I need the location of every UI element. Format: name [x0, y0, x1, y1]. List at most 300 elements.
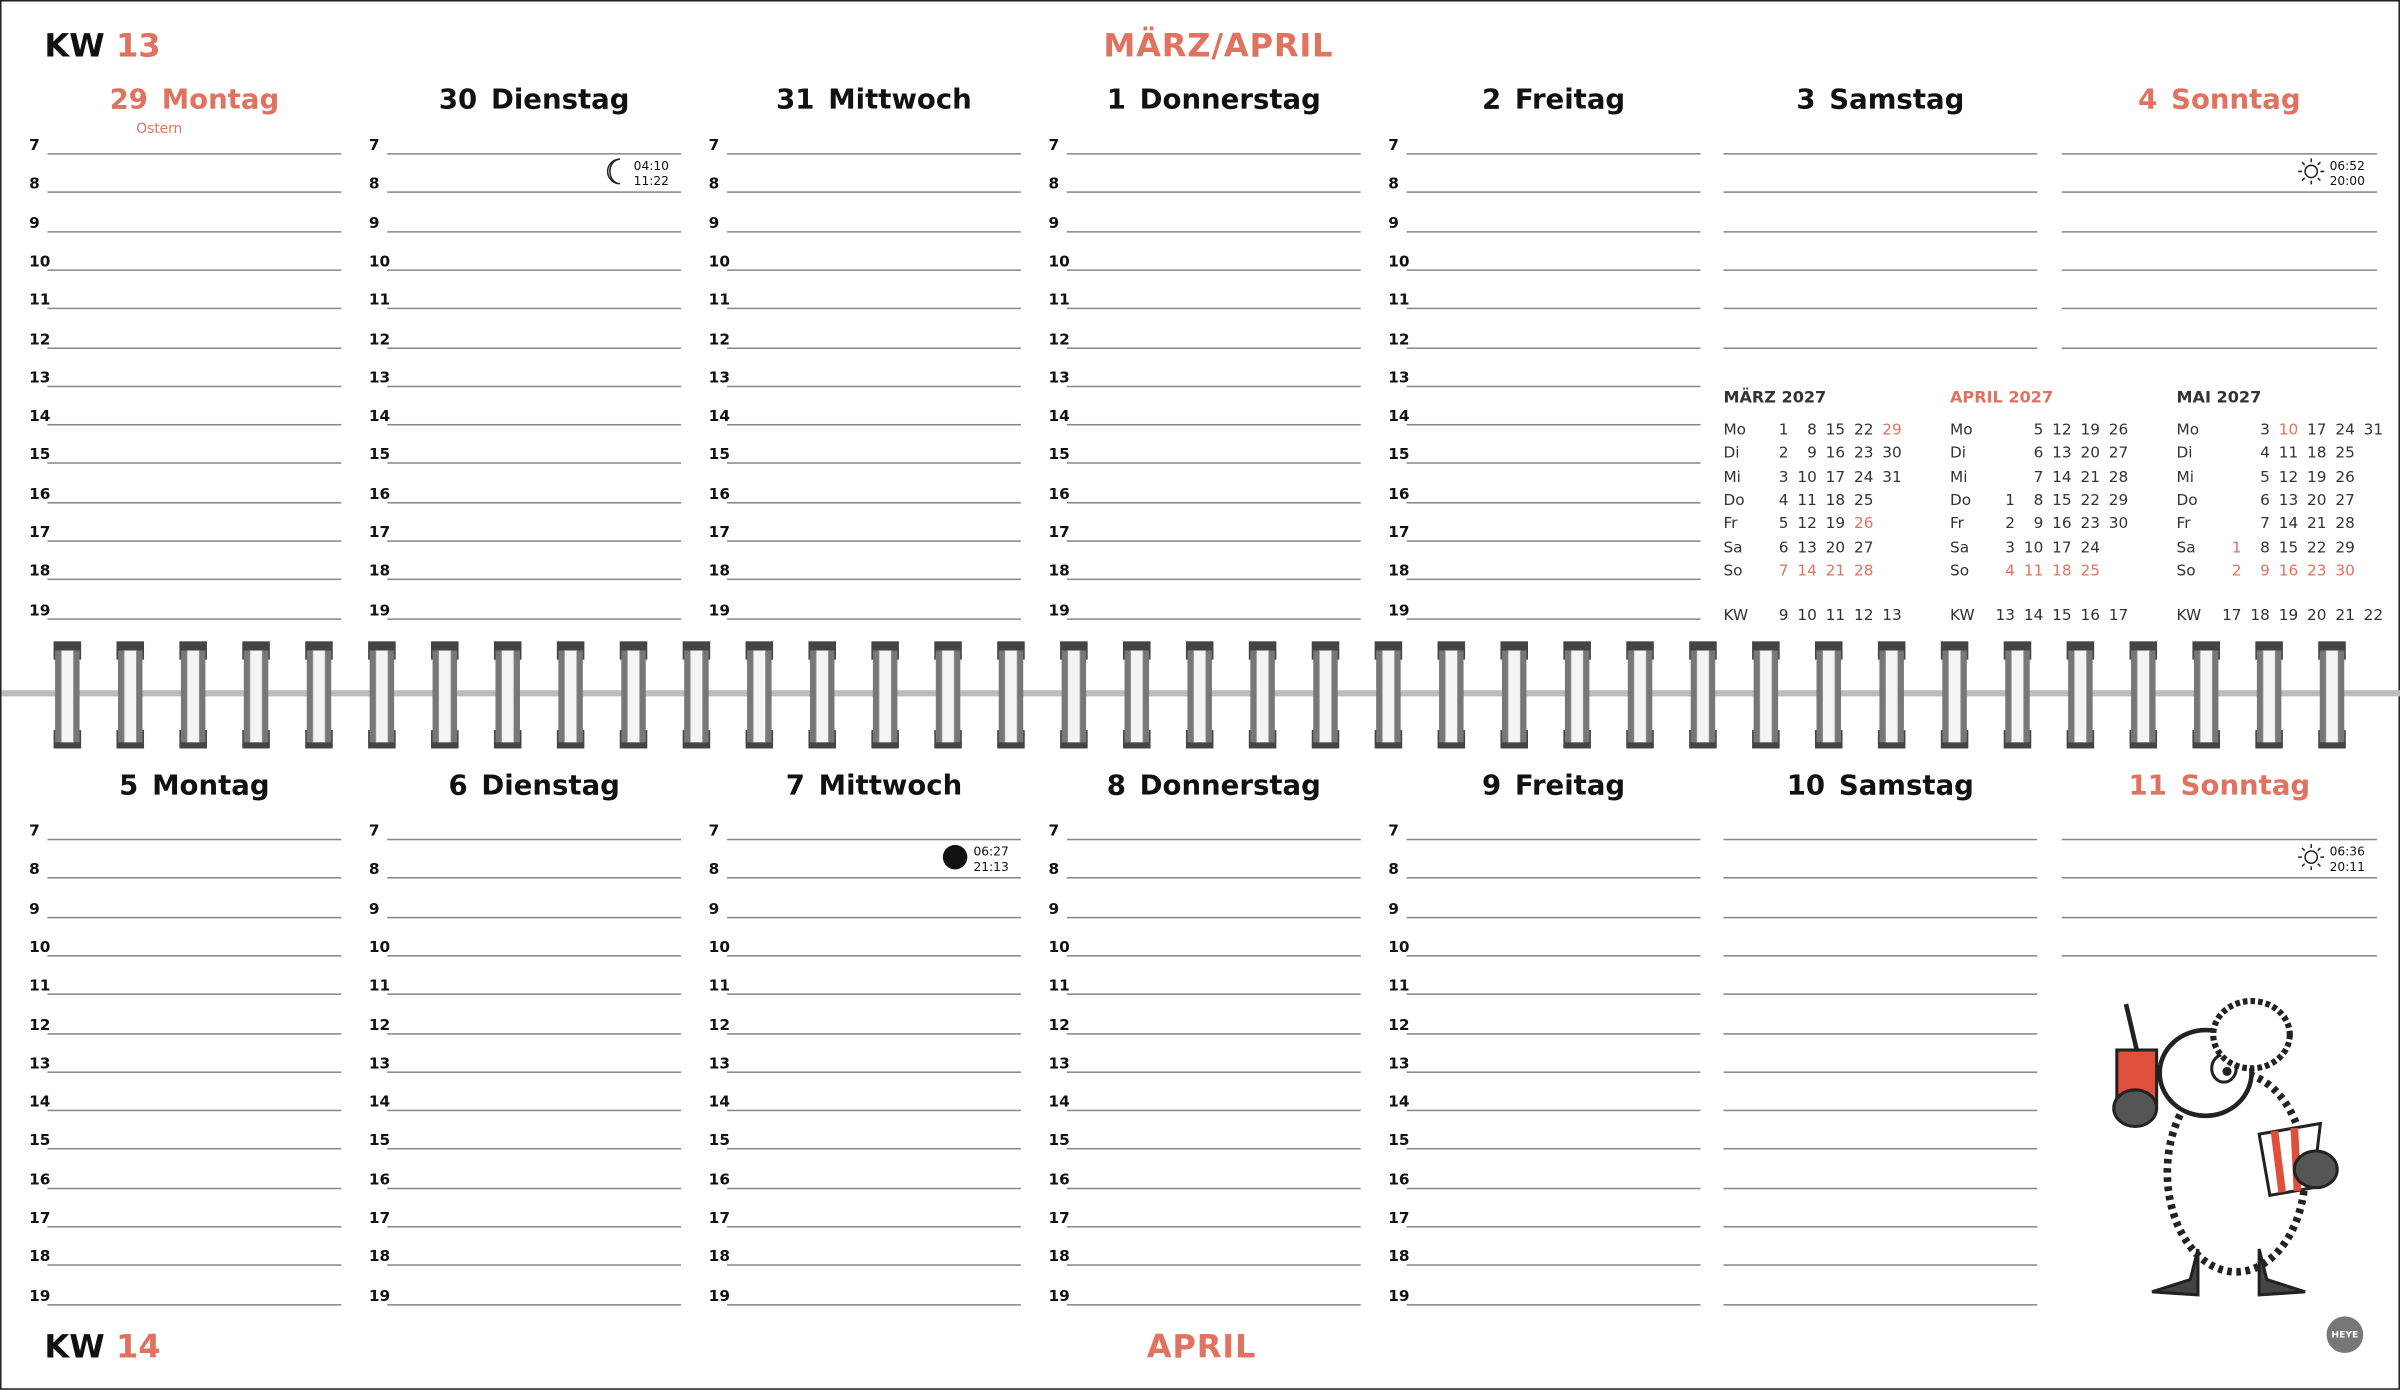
mini-calendar-row-label: KW — [1723, 607, 1749, 625]
hour-label: 11 — [1048, 292, 1070, 310]
hour-line — [1407, 385, 1701, 387]
hour-label: 16 — [368, 486, 391, 504]
hour-line — [1067, 618, 1361, 620]
hour-label: 16 — [1048, 1171, 1070, 1189]
hour-label: 19 — [1388, 602, 1410, 620]
hour-line — [1067, 502, 1361, 504]
spiral-ring — [1438, 641, 1466, 748]
mini-calendar-cell — [2355, 490, 2383, 513]
mini-calendar-cell: 2 — [2231, 563, 2242, 580]
mini-calendar-cell: 7 — [2033, 469, 2044, 487]
hour-line — [1407, 1265, 1701, 1267]
astro-info — [2297, 843, 2364, 875]
hour-line — [1407, 153, 1701, 155]
hour-line — [387, 1226, 681, 1228]
mini-calendar-cell: 16 — [2278, 563, 2299, 580]
hour-line — [47, 1187, 341, 1189]
hour-label: 11 — [368, 978, 391, 996]
mini-calendar-cell: 10 — [1797, 607, 1817, 625]
mini-calendar-cell: 31 — [1882, 469, 1902, 487]
mini-calendar-cell: 8 — [1807, 422, 1817, 440]
spiral-ring — [431, 641, 459, 748]
hour-line — [727, 540, 1021, 542]
mini-calendar-cell: 21 — [1825, 563, 1846, 580]
mini-calendar-row-label: So — [1949, 563, 1970, 580]
rise-time: 06:52 — [2329, 158, 2365, 173]
mini-calendar-cell: 19 — [2307, 469, 2327, 487]
rise-time: 04:10 — [633, 158, 669, 173]
mini-calendar-cell: 18 — [1825, 492, 1846, 510]
mini-calendar-title: MÄRZ 2027 — [1723, 388, 1827, 408]
mini-calendar-cell — [1987, 419, 2015, 442]
mini-calendar-cell: 27 — [1853, 539, 1874, 557]
hour-label: 8 — [29, 176, 40, 194]
hour-line — [47, 424, 341, 426]
mini-calendar-cell: 22 — [2080, 492, 2100, 510]
hour-line — [1407, 1303, 1701, 1305]
hour-line — [47, 916, 341, 918]
hour-line — [47, 463, 341, 465]
hour-line — [47, 308, 341, 310]
mini-calendar-cell: 17 — [2222, 607, 2242, 625]
spiral-ring — [1563, 641, 1591, 748]
mini-calendar-cell: 27 — [2108, 446, 2129, 463]
mini-calendar-cell: 5 — [2260, 469, 2270, 487]
mini-calendar-cell: 8 — [2033, 492, 2044, 510]
mini-calendar — [1950, 389, 2157, 628]
hour-line — [1407, 994, 1701, 996]
hour-line — [1407, 308, 1701, 310]
mini-calendar-cell: 30 — [2335, 563, 2355, 580]
hour-line — [1067, 385, 1361, 387]
hour-line — [387, 579, 681, 581]
hour-line — [1407, 916, 1701, 918]
hour-line — [47, 618, 341, 620]
hour-label: 8 — [29, 862, 40, 880]
hour-label: 7 — [1388, 137, 1399, 155]
mini-calendar-cell — [2128, 490, 2156, 513]
mini-calendar-cell: 15 — [2278, 539, 2299, 557]
mini-calendar-cell — [2128, 583, 2156, 628]
day-header-top-2: 31 Mittwoch — [776, 84, 972, 117]
hour-label: 17 — [708, 1210, 730, 1228]
mini-calendar-cell: 22 — [2307, 539, 2327, 557]
mini-calendar-cell — [2128, 513, 2156, 536]
hour-line — [1723, 308, 2037, 310]
mini-calendar-cell — [2355, 536, 2383, 559]
mini-calendar-cell — [1902, 536, 1930, 559]
hour-line — [727, 385, 1021, 387]
day-header-bottom-1: 6 Dienstag — [448, 769, 620, 803]
mini-calendar-cell — [2355, 466, 2383, 489]
month-title-top: MÄRZ/APRIL — [1103, 27, 1334, 65]
hour-line — [1407, 1187, 1701, 1189]
hour-line — [1067, 994, 1361, 996]
mini-calendar-cell — [2213, 466, 2241, 489]
mini-calendar-cell: 26 — [2335, 469, 2355, 487]
hour-line — [2062, 192, 2377, 194]
hour-label: 15 — [29, 447, 51, 465]
hour-label: 9 — [1048, 215, 1060, 233]
rise-set-times — [634, 158, 669, 189]
spiral-ring — [1500, 641, 1528, 748]
hour-label: 9 — [1388, 215, 1399, 233]
mini-calendar-row-label: Mo — [2176, 422, 2200, 440]
hour-line — [387, 1110, 681, 1112]
hour-line — [1407, 955, 1701, 957]
hour-label: 18 — [29, 1249, 51, 1267]
mini-calendar-cell: 17 — [2108, 607, 2129, 625]
spiral-ring — [620, 641, 648, 748]
hour-label: 15 — [708, 447, 730, 465]
sun-icon — [2297, 158, 2325, 190]
mini-calendar-cell: 4 — [1778, 492, 1789, 510]
hour-label: 11 — [1048, 978, 1070, 996]
hour-label: 19 — [368, 1288, 391, 1305]
mini-calendar-cell: 6 — [2033, 446, 2044, 463]
hour-label: 9 — [1048, 900, 1060, 918]
mini-calendar-cell — [2355, 513, 2383, 536]
hour-line — [387, 1187, 681, 1189]
spiral-ring — [1186, 641, 1214, 748]
hour-label: 18 — [1388, 563, 1410, 581]
hour-line — [387, 1303, 681, 1305]
mini-calendar-cell: 31 — [2363, 422, 2384, 440]
mini-calendar-cell: 7 — [1778, 563, 1789, 580]
day-header-top-5: 3 Samstag — [1796, 84, 1965, 117]
spiral-ring — [2130, 641, 2158, 748]
mini-calendar-cell: 4 — [2005, 563, 2016, 580]
hour-label: 17 — [708, 524, 730, 542]
day-header-bottom-3: 8 Donnerstag — [1106, 769, 1321, 803]
mini-calendar-cell: 13 — [2278, 492, 2299, 510]
hour-line — [1407, 192, 1701, 194]
mini-calendar-cell — [1902, 466, 1930, 489]
hour-line — [47, 1149, 341, 1151]
hour-line — [2062, 269, 2377, 271]
mini-calendar-cell: 29 — [2108, 492, 2129, 510]
mini-calendar-cell — [1902, 560, 1930, 583]
hour-label: 7 — [708, 137, 720, 155]
mini-calendar-cell — [2128, 560, 2156, 583]
hour-label: 7 — [1388, 823, 1399, 841]
hour-label: 12 — [29, 1017, 51, 1034]
mini-calendar-cell: 8 — [2260, 539, 2270, 557]
mini-calendar-row-label: Do — [1949, 492, 1972, 510]
hour-label: 8 — [368, 176, 380, 194]
hour-line — [47, 1110, 341, 1112]
mini-calendar-cell: 19 — [2080, 422, 2100, 440]
hour-line — [727, 347, 1021, 349]
spiral-ring — [2192, 641, 2220, 748]
mini-calendar-cell: 4 — [2260, 446, 2270, 463]
spiral-ring — [1626, 641, 1654, 748]
hour-label: 10 — [708, 939, 730, 957]
hour-line — [2062, 839, 2377, 841]
spiral-ring — [1941, 641, 1969, 748]
hour-line — [727, 424, 1021, 426]
full-moon-icon — [941, 843, 969, 875]
hour-label: 9 — [368, 215, 380, 233]
hour-line — [387, 839, 681, 841]
hour-label: 17 — [368, 524, 391, 542]
mini-calendar-cell: 20 — [2080, 446, 2100, 463]
spiral-ring — [1123, 641, 1151, 748]
hour-label: 14 — [1048, 408, 1070, 426]
day-header-top-1: 30 Dienstag — [438, 84, 630, 117]
mini-calendar-cell: 10 — [1797, 469, 1817, 487]
hour-label: 14 — [1388, 408, 1410, 426]
mini-calendar-cell — [1902, 583, 1930, 628]
hour-line — [1723, 269, 2037, 271]
hour-label: 12 — [1388, 1017, 1410, 1034]
hour-line — [47, 385, 341, 387]
astro-info — [2297, 158, 2364, 190]
mini-calendar-cell: 1 — [2231, 539, 2242, 557]
mini-calendar-cell — [1987, 466, 2015, 489]
mini-calendar-cell: 10 — [2023, 539, 2044, 557]
hour-label: 14 — [368, 1094, 391, 1112]
hour-label: 17 — [1048, 524, 1070, 542]
mini-calendar-row-label: Do — [2176, 492, 2198, 510]
spiral-ring — [54, 641, 82, 748]
hour-line — [387, 502, 681, 504]
mini-calendar-row-label: So — [1723, 563, 1743, 580]
hour-line — [387, 618, 681, 620]
hour-label: 13 — [1388, 1055, 1410, 1073]
hour-label: 12 — [29, 331, 51, 349]
mini-calendar-cell — [1873, 490, 1901, 513]
hour-line — [47, 540, 341, 542]
hour-label: 12 — [1048, 331, 1070, 349]
hour-label: 12 — [368, 1017, 391, 1034]
mini-calendar-cell: 14 — [2052, 469, 2072, 487]
mini-calendar-cell: 14 — [1797, 563, 1817, 580]
hour-label: 10 — [708, 253, 730, 271]
hour-label: 18 — [368, 563, 391, 581]
hour-line — [387, 269, 681, 271]
hour-line — [47, 230, 341, 232]
mini-calendar-row-label: Mi — [1949, 469, 1968, 487]
hour-label: 18 — [368, 1249, 391, 1267]
hour-label: 16 — [1388, 486, 1410, 504]
hour-label: 18 — [1388, 1249, 1410, 1267]
hour-label: 11 — [29, 292, 51, 310]
hour-line — [387, 877, 681, 879]
hour-line — [47, 994, 341, 996]
hour-label: 14 — [29, 408, 51, 426]
rise-time: 06:36 — [2329, 844, 2365, 858]
hour-line — [1723, 153, 2037, 155]
hour-line — [387, 994, 681, 996]
hour-label: 16 — [708, 1171, 730, 1189]
hour-label: 15 — [368, 447, 391, 465]
mini-calendar-row-label: So — [2176, 563, 2196, 580]
hour-label: 7 — [368, 823, 380, 841]
spiral-ring — [2255, 641, 2283, 748]
hour-label: 11 — [708, 292, 730, 310]
spiral-ring — [1312, 641, 1340, 748]
hour-label: 17 — [29, 524, 51, 542]
mini-calendar-row-label: Mi — [2176, 469, 2194, 487]
hour-line — [1723, 1265, 2037, 1267]
hour-line — [47, 1303, 341, 1305]
hour-line — [1067, 347, 1361, 349]
hour-line — [1067, 1265, 1361, 1267]
hour-line — [1067, 269, 1361, 271]
spiral-binding — [2, 629, 2400, 759]
sheep-illustration — [2083, 989, 2359, 1310]
hour-label: 13 — [1388, 370, 1410, 387]
astro-info — [941, 843, 1008, 875]
spiral-ring — [1249, 641, 1277, 748]
hour-label: 19 — [29, 602, 51, 620]
hour-label: 13 — [29, 370, 51, 387]
day-header-bottom-0: 5 Montag — [119, 769, 270, 803]
hour-line — [1407, 1149, 1701, 1151]
hour-label: 13 — [1048, 1055, 1070, 1073]
hour-label: 12 — [368, 331, 391, 349]
mini-calendar-cell: 21 — [2080, 469, 2100, 487]
mini-calendar-cell: 17 — [2307, 422, 2327, 440]
mini-calendar-cell: 14 — [2278, 516, 2299, 534]
hour-line — [727, 839, 1021, 841]
hour-label: 7 — [1048, 823, 1060, 841]
spiral-ring — [683, 641, 711, 748]
hour-line — [1067, 192, 1361, 194]
mini-calendar-row-label: Fr — [1949, 516, 1964, 534]
hour-line — [727, 1110, 1021, 1112]
hour-line — [1407, 877, 1701, 879]
hour-line — [47, 877, 341, 879]
spiral-ring — [1689, 641, 1717, 748]
hour-line — [1723, 1071, 2037, 1073]
mini-calendar-cell — [1902, 419, 1930, 442]
mini-calendar-cell: 5 — [2033, 422, 2044, 440]
spiral-ring — [1375, 641, 1403, 748]
hour-line — [2062, 308, 2377, 310]
mini-calendar-cell — [2128, 419, 2156, 442]
hour-line — [727, 916, 1021, 918]
spiral-ring — [808, 641, 836, 748]
spiral-ring — [1815, 641, 1843, 748]
mini-calendar-cell: 12 — [1797, 516, 1817, 534]
hour-line — [1067, 1071, 1361, 1073]
hour-label: 16 — [29, 1171, 51, 1189]
spiral-ring — [305, 641, 333, 748]
hour-line — [1407, 502, 1701, 504]
mini-calendar-row-label: Di — [2176, 446, 2193, 463]
mini-calendar-cell — [2213, 513, 2241, 536]
hour-line — [387, 1149, 681, 1151]
spiral-ring — [2004, 641, 2032, 748]
mini-calendar-cell: 3 — [2005, 539, 2016, 557]
hour-line — [387, 424, 681, 426]
hour-line — [47, 1265, 341, 1267]
hour-line — [1067, 1226, 1361, 1228]
hour-line — [387, 308, 681, 310]
kw-number: 13 — [115, 27, 161, 65]
spiral-ring — [1878, 641, 1906, 748]
mini-calendar-cell: 1 — [2005, 492, 2016, 510]
hour-label: 10 — [368, 253, 391, 271]
hour-line — [2062, 153, 2377, 155]
hour-line — [47, 839, 341, 841]
hour-label: 14 — [1388, 1094, 1410, 1112]
hour-line — [387, 916, 681, 918]
mini-calendar-cell: 27 — [2335, 492, 2355, 510]
hour-line — [1067, 1187, 1361, 1189]
hour-line — [1407, 839, 1701, 841]
kw-label: KW — [44, 1328, 105, 1366]
mini-calendar-cell: 25 — [1853, 492, 1874, 510]
hour-line — [727, 1265, 1021, 1267]
hour-label: 13 — [29, 1055, 51, 1073]
hour-label: 9 — [708, 215, 720, 233]
hour-label: 8 — [1048, 176, 1060, 194]
mini-calendar-row-label: Sa — [2176, 539, 2196, 557]
mini-calendar-cell: 13 — [1995, 607, 2016, 625]
spiral-ring — [1060, 641, 1088, 748]
hour-line — [1067, 153, 1361, 155]
mini-calendar-cell: 30 — [1882, 446, 1902, 463]
mini-calendar-cell: 11 — [2023, 563, 2044, 580]
hour-line — [1723, 877, 2037, 879]
mini-calendar-cell — [2355, 560, 2383, 583]
hour-label: 8 — [1388, 176, 1399, 194]
hour-label: 15 — [708, 1133, 730, 1151]
hour-label: 9 — [708, 900, 720, 918]
hour-label: 9 — [29, 215, 40, 233]
hour-label: 12 — [1048, 1017, 1070, 1034]
sun-icon — [2297, 843, 2325, 875]
hour-line — [1067, 463, 1361, 465]
mini-calendar-cell — [2128, 536, 2156, 559]
spiral-ring — [179, 641, 207, 748]
mini-calendar-cell: 13 — [1797, 539, 1817, 557]
hour-label: 15 — [1048, 447, 1070, 465]
mini-calendar-cell: 18 — [2307, 446, 2327, 463]
mini-calendar-cell: 9 — [1807, 446, 1817, 463]
hour-line — [1067, 424, 1361, 426]
hour-line — [387, 1265, 681, 1267]
hour-label: 13 — [368, 370, 391, 387]
mini-calendar-cell — [2100, 560, 2128, 583]
hour-line — [1723, 916, 2037, 918]
hour-line — [1723, 955, 2037, 957]
mini-calendar-cell — [2213, 419, 2241, 442]
mini-calendar-cell: 3 — [2260, 422, 2270, 440]
mini-calendar-cell: 6 — [2260, 492, 2270, 510]
hour-label: 16 — [368, 1171, 391, 1189]
hour-label: 10 — [1048, 939, 1070, 957]
set-time: 21:13 — [973, 859, 1009, 874]
hour-label: 17 — [368, 1210, 391, 1228]
hour-line — [1723, 347, 2037, 349]
mini-calendar-row-label: Sa — [1723, 539, 1743, 557]
hour-line — [387, 540, 681, 542]
hour-line — [1407, 1032, 1701, 1034]
mini-calendar-cell: 17 — [1825, 469, 1846, 487]
mini-calendar-cell: 12 — [2052, 422, 2072, 440]
hour-label: 14 — [1048, 1094, 1070, 1112]
mini-calendar-cell: 9 — [1778, 607, 1789, 625]
hour-label: 15 — [368, 1133, 391, 1151]
mini-calendar-row-label: Mo — [1723, 422, 1747, 440]
hour-label: 18 — [708, 563, 730, 581]
mini-calendar-cell: 15 — [2052, 492, 2072, 510]
hour-line — [727, 618, 1021, 620]
